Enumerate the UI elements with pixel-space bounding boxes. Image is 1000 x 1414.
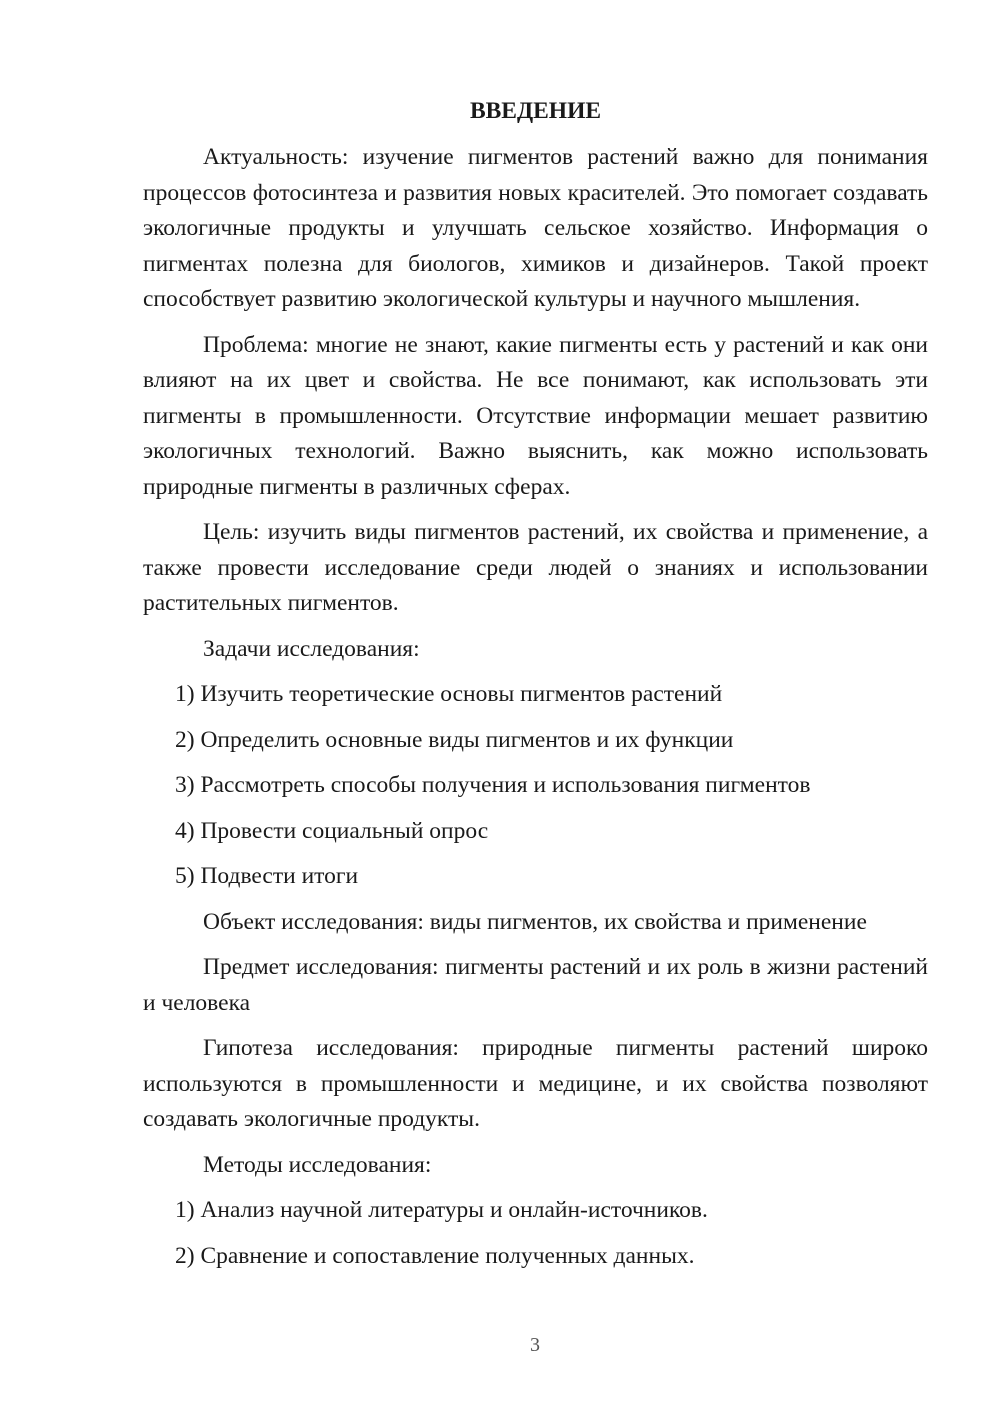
list-item: 2) Определить основные виды пигментов и их функции	[175, 726, 734, 753]
object-paragraph: Объект исследования: виды пигментов, их свойства и применение	[203, 908, 867, 935]
methods-list	[143, 1193, 928, 1274]
hypothesis-paragraph: Гипотеза исследования: природные пигменты растений широко используются в промышленности и медицине, и их свойства позволяют создавать экологичные продукты.	[143, 1035, 928, 1132]
problem-paragraph: Проблема: многие не знают, какие пигменты есть у растений и как они влияют на их цвет и свойства. Не все понимают, как использовать эти пигменты в промышленности. Отсутствие информации мешает развитию экологичных технологий. Важно выяснить, как можно использовать природные пигменты в различных сферах.	[143, 331, 928, 500]
list-item: 4) Провести социальный опрос	[175, 817, 489, 844]
list-item: 5) Подвести итоги	[175, 863, 359, 889]
tasks-list	[143, 677, 928, 895]
list-item: 1) Анализ научной литературы и онлайн-источников.	[175, 1197, 708, 1223]
tasks-label: Задачи исследования:	[203, 635, 420, 662]
section-heading: ВВЕДЕНИЕ	[469, 98, 602, 124]
methods-label: Методы исследования:	[203, 1151, 432, 1178]
goal-paragraph: Цель: изучить виды пигментов растений, их свойства и применение, а также провести исследование среди людей о знаниях и использовании растительных пигментов.	[143, 519, 928, 616]
list-item: 1) Изучить теоретические основы пигментов растений	[175, 681, 723, 707]
page-content	[143, 96, 928, 1284]
list-item: 3) Рассмотреть способы получения и использования пигментов	[175, 772, 811, 798]
list-item: 2) Сравнение и сопоставление полученных данных.	[175, 1242, 695, 1269]
relevance-paragraph: Актуальность: изучение пигментов растений важно для понимания процессов фотосинтеза и развития новых красителей. Это помогает создавать экологичные продукты и улучшать сельское хозяйство. Информация о пигментах полезна для биологов, химиков и дизайнеров. Такой проект способствует развитию экологической культуры и научного мышления.	[143, 144, 928, 312]
subject-paragraph: Предмет исследования: пигменты растений и их роль в жизни растений и человека	[143, 954, 928, 1016]
page-number: 3	[530, 1334, 540, 1356]
